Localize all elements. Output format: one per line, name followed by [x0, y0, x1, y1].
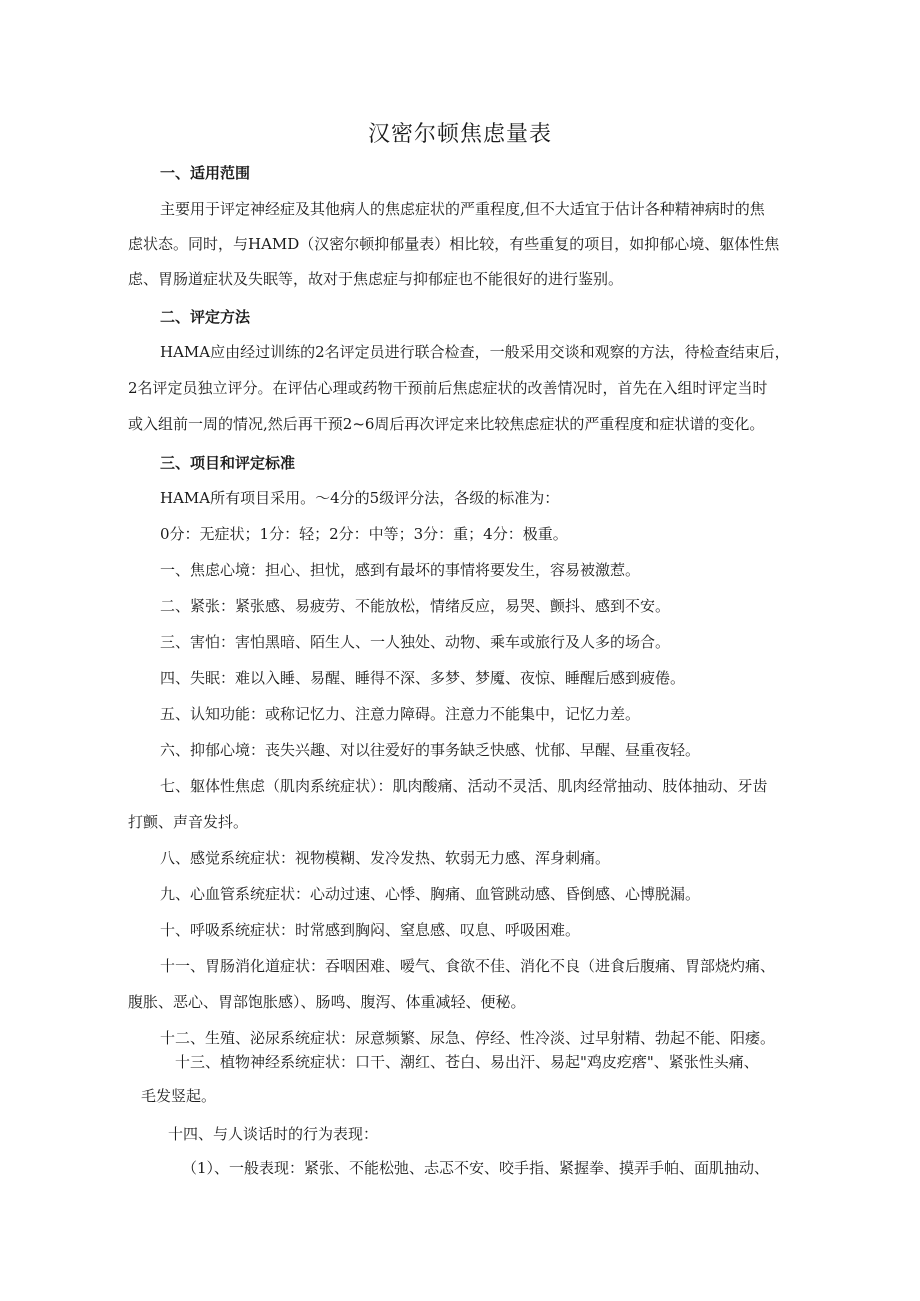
- paragraph-line: 或入组前一周的情况,然后再干预2~6周后再次评定来比较焦虑症状的严重程度和症状谱的变化。: [128, 415, 765, 433]
- item-line: 五、认知功能：或称记忆力、注意力障碍。注意力不能集中，记忆力差。: [160, 705, 641, 723]
- paragraph-line: 主要用于评定神经症及其他病人的焦虑症状的严重程度,但不大适宜于估计各种精神病时的焦: [160, 200, 765, 218]
- item-line: 打颤、声音发抖。: [128, 813, 249, 831]
- item-line: 腹胀、恶心、胃部饱胀感）、肠鸣、腹泻、体重减轻、便秘。: [128, 993, 526, 1011]
- scoring-intro: HAMA所有项目采用。～4分的5级评分法，各级的标准为：: [160, 489, 560, 507]
- scoring-scale: 0分：无症状；1分：轻；2分：中等；3分：重；4分：极重。: [160, 525, 568, 543]
- section-heading-method: 二、评定方法: [160, 308, 251, 326]
- paragraph-line: 2名评定员独立评分。在评估心理或药物干预前后焦虑症状的改善情况时，首先在入组时评定当时: [128, 379, 768, 397]
- item-line: （1）、一般表现：紧张、不能松弛、忐忑不安、咬手指、紧握拳、摸弄手帕、面肌抽动、: [182, 1159, 770, 1177]
- item-line: 一、焦虑心境：担心、担忧，感到有最坏的事情将要发生，容易被激惹。: [160, 561, 641, 579]
- item-line: 四、失眠：难以入睡、易醒、睡得不深、多梦、梦魇、夜惊、睡醒后感到疲倦。: [160, 669, 686, 687]
- item-line: 毛发竖起。: [141, 1087, 217, 1105]
- item-line: 七、躯体性焦虑（肌肉系统症状）：肌肉酸痛、活动不灵活、肌肉经常抽动、肢体抽动、牙齿: [160, 777, 768, 795]
- paragraph-line: HAMA应由经过训练的2名评定员进行联合检查，一般采用交谈和观察的方法，待检查结束后，: [160, 343, 790, 361]
- item-line: 六、抑郁心境：丧失兴趣、对以往爱好的事务缺乏快感、忧郁、早醒、昼重夜轻。: [160, 741, 701, 759]
- item-line: 三、害怕：害怕黑暗、陌生人、一人独处、动物、乘车或旅行及人多的场合。: [160, 633, 671, 651]
- item-line: 九、心血管系统症状：心动过速、心悸、胸痛、血管跳动感、昏倒感、心博脱漏。: [160, 885, 701, 903]
- item-line: 八、感觉系统症状：视物模糊、发冷发热、软弱无力感、浑身刺痛。: [160, 849, 611, 867]
- page-title: 汉密尔顿焦虑量表: [367, 122, 552, 147]
- item-line: 十一、胃肠消化道症状：吞咽困难、嗳气、食欲不佳、消化不良（进食后腹痛、胃部烧灼痛、: [160, 957, 776, 975]
- section-heading-items: 三、项目和评定标准: [160, 454, 296, 472]
- item-line: 二、紧张：紧张感、易疲劳、不能放松，情绪反应，易哭、颤抖、感到不安。: [160, 597, 671, 615]
- item-line: 十四、与人谈话时的行为表现：: [168, 1125, 379, 1143]
- section-heading-scope: 一、适用范围: [160, 164, 251, 182]
- item-line: 十、呼吸系统症状：时常感到胸闷、窒息感、叹息、呼吸困难。: [160, 921, 581, 939]
- item-line: 十三、植物神经系统症状：口干、潮红、苍白、易出汗、易起"鸡皮疙瘩"、紧张性头痛、: [175, 1053, 759, 1071]
- paragraph-line: 虑、胃肠道症状及失眠等，故对于焦虑症与抑郁症也不能很好的进行鉴别。: [128, 270, 624, 288]
- item-line: 十二、生殖、泌尿系统症状：尿意频繁、尿急、停经、性冷淡、过早射精、勃起不能、阳痿。: [160, 1029, 776, 1047]
- paragraph-line: 虑状态。同时，与HAMD（汉密尔顿抑郁量表）相比较，有些重复的项目，如抑郁心境、躯体性焦: [128, 235, 780, 253]
